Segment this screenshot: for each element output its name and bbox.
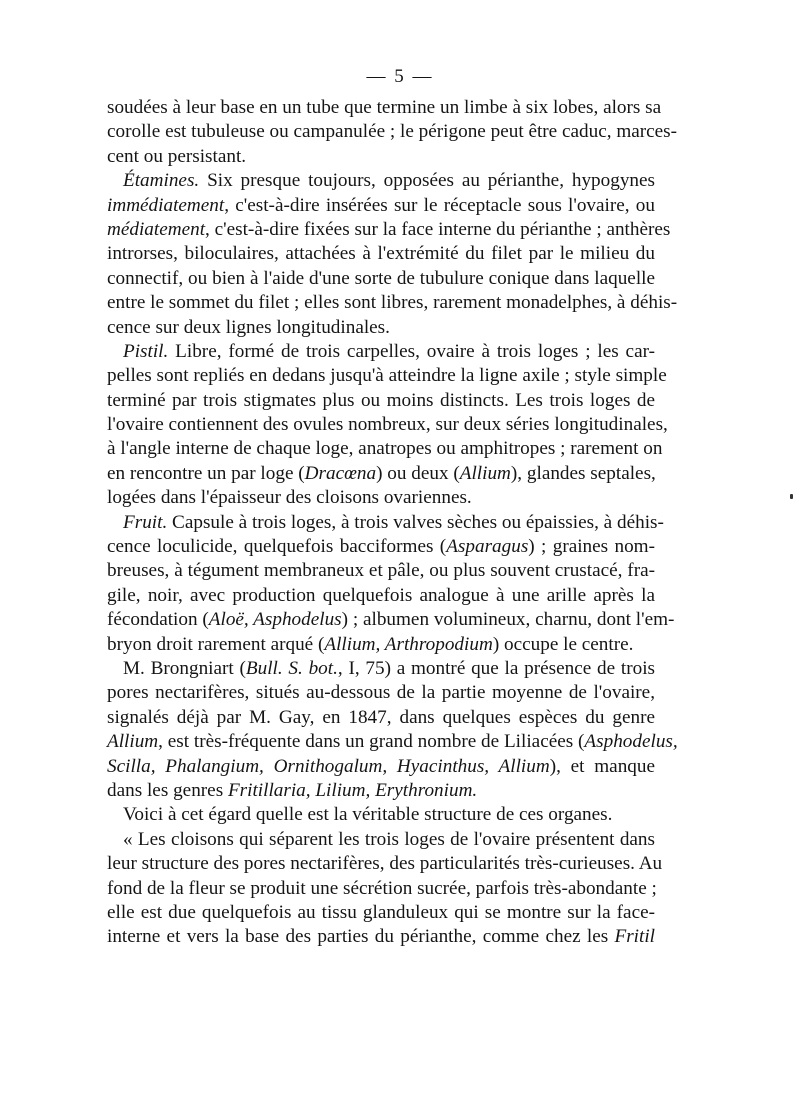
text-line: interne et vers la base des parties du périanthe, comme chez les Fritil [107,926,655,948]
text-line: signalés déjà par M. Gay, en 1847, dans quelques espèces du genre [107,706,655,728]
text-line: cence sur deux lignes longitudinales. [107,316,390,338]
text-line: cent ou persistant. [107,145,247,167]
text-line: à l'angle interne de chaque loge, anatropes ou amphitropes ; rarement on [107,438,663,460]
text-line: en rencontre un par loge (Dracœna) ou deux (Allium), glandes septales, [107,462,656,484]
text-line: Allium, est très-fréquente dans un grand nombre de Liliacées (Asphodelus, [107,731,678,753]
text-line: médiatement, c'est-à-dire fixées sur la face interne du périanthe ; anthères [107,218,671,240]
text-line: fécondation (Aloë, Asphodelus) ; albumen volumineux, charnu, dont l'em- [107,609,675,631]
text-line: leur structure des pores nectarifères, des particularités très-curieuses. Au [107,853,663,875]
text-line: Scilla, Phalangium, Ornithogalum, Hyacinthus, Allium), et manque [107,755,655,777]
text-line: connectif, ou bien à l'aide d'une sorte de tubulure conique dans laquelle [107,267,655,289]
text-line: corolle est tubuleuse ou campanulée ; le périgone peut être caduc, marces- [107,121,678,143]
text-line: « Les cloisons qui séparent les trois loges de l'ovaire présentent dans [123,828,655,850]
text-line: fond de la fleur se produit une sécrétion sucrée, parfois très-abondante ; [107,877,657,899]
page-number: — 5 — [366,66,434,87]
section-term-fruit: Fruit. [123,511,168,533]
text-line: entre le sommet du filet ; elles sont libres, rarement monadelphes, à déhis- [107,292,678,314]
text-line: pelles sont repliés en dedans jusqu'à atteindre la ligne axile ; style simple [107,365,667,387]
term-immediatement: immédiatement [107,194,225,216]
text-line: Pistil. Libre, formé de trois carpelles, ovaire à trois loges ; les car- [123,340,655,362]
body-text [107,96,678,950]
page-speck [790,494,793,499]
section-term-pistil: Pistil. [123,340,169,362]
text-line: pores nectarifères, situés au-dessous de la partie moyenne de l'ovaire, [107,682,655,704]
section-term-etamines: Étamines. [123,170,200,192]
text-line: M. Brongniart (Bull. S. bot., I, 75) a montré que la présence de trois [123,657,655,679]
text-line: gile, noir, avec production quelquefois analogue à une arille après la [107,584,655,606]
text-line: Voici à cet égard quelle est la véritable structure de ces organes. [123,804,613,826]
text-line: cence loculicide, quelquefois bacciformes (Asparagus) ; graines nom- [107,536,655,558]
text-line: introrses, biloculaires, attachées à l'extrémité du filet par le milieu du [107,243,655,265]
text-line: bryon droit rarement arqué (Allium, Arthropodium) occupe le centre. [107,633,634,655]
text-line: elle est due quelquefois au tissu glanduleux qui se montre sur la face- [107,901,655,923]
text-line: terminé par trois stigmates plus ou moins distincts. Les trois loges de [107,389,655,411]
text-line: immédiatement, c'est-à-dire insérées sur le réceptacle sous l'ovaire, ou [107,194,655,216]
text-line: Fruit. Capsule à trois loges, à trois valves sèches ou épaissies, à déhis- [123,511,664,533]
text-line: soudées à leur base en un tube que termine un limbe à six lobes, alors sa [107,97,662,118]
text-line: Étamines. Six presque toujours, opposées au périanthe, hypogynes [123,170,655,192]
text-line: breuses, à tégument membraneux et pâle, ou plus souvent crustacé, fra- [107,560,655,582]
text-line: l'ovaire contiennent des ovules nombreux, sur deux séries longitudinales, [107,414,668,436]
text-line: dans les genres Fritillaria, Lilium, Erythronium. [107,779,478,801]
text-line: logées dans l'épaisseur des cloisons ovariennes. [107,487,472,509]
term-mediatement: médiatement [107,218,206,240]
